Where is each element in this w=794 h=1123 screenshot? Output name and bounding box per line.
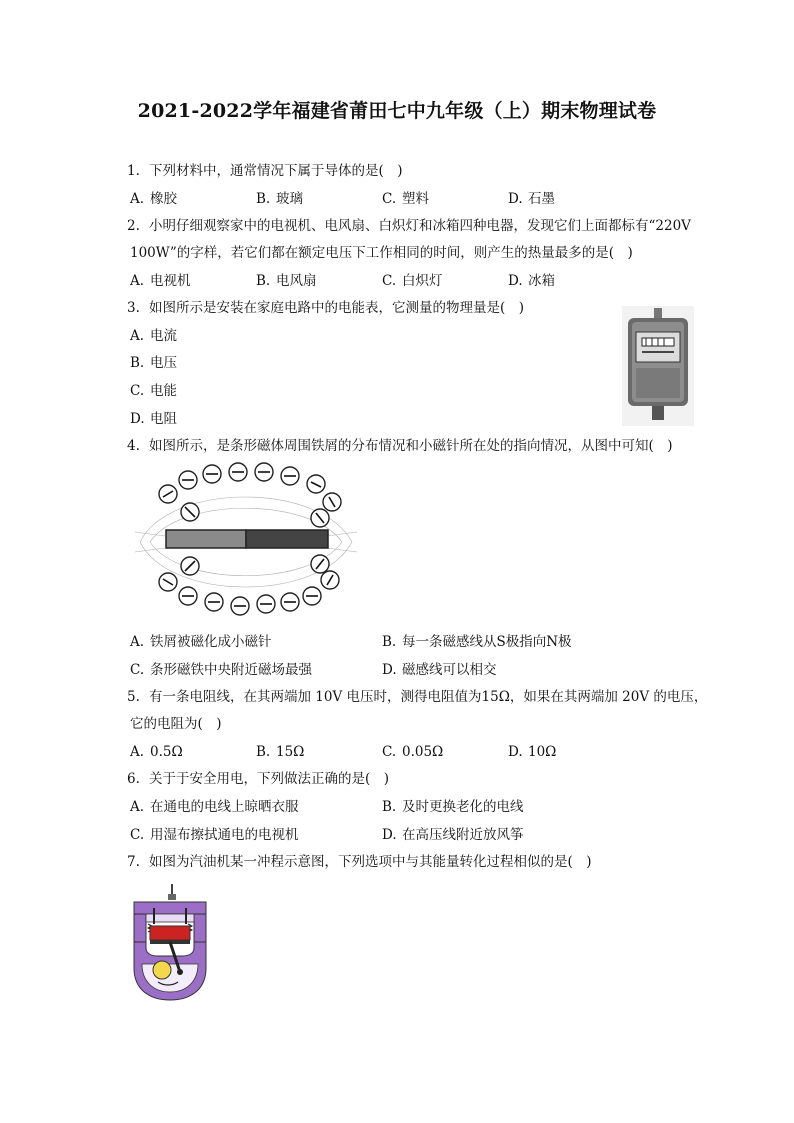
option-d[interactable]: D. 石墨 (508, 191, 555, 207)
option-c[interactable]: C. 塑料 (382, 191, 429, 207)
question-1 (127, 161, 403, 181)
option-d[interactable]: D. 磁感线可以相交 (382, 662, 497, 678)
option-b[interactable]: B. 玻璃 (256, 191, 303, 207)
question-text: 它的电阻为( ) (130, 716, 222, 732)
gasoline-engine-figure (128, 884, 212, 1002)
question-5 (127, 687, 707, 707)
question-text: 下列材料中，通常情况下属于导体的是( ) (149, 163, 403, 179)
question-number: 4. (127, 438, 140, 454)
question-number: 1. (127, 163, 140, 179)
question-text: 如图所示，是条形磁体周围铁屑的分布情况和小磁针所在处的指向情况，从图中可知( ) (149, 438, 673, 454)
question-6 (127, 769, 389, 789)
electric-meter-figure (622, 306, 694, 426)
option-c[interactable]: C. 用湿布擦拭通电的电视机 (130, 827, 299, 843)
question-number: 6. (127, 771, 140, 787)
option-a[interactable]: A. 橡胶 (130, 191, 177, 207)
question-text: 有一条电阻线，在其两端加 10V 电压时，测得电阻值为15Ω，如果在其两端加 20V 的电压， (149, 689, 708, 705)
option-c[interactable]: C. 条形磁铁中央附近磁场最强 (130, 662, 312, 678)
question-text: 如图为汽油机某一冲程示意图，下列选项中与其能量转化过程相似的是( ) (149, 854, 592, 870)
question-3 (127, 298, 524, 318)
question-number: 5. (127, 689, 140, 705)
exam-title: 2021-2022学年福建省莆田七中九年级（上）期末物理试卷 (137, 100, 657, 122)
option-d[interactable]: D. 冰箱 (508, 273, 555, 289)
question-text: 如图所示是安装在家庭电路中的电能表，它测量的物理量是( ) (149, 300, 525, 316)
question-number: 7. (127, 854, 140, 870)
question-number: 3. (127, 300, 140, 316)
question-text: 100W”的字样，若它们都在额定电压下工作相同的时间，则产生的热量最多的是( ) (130, 245, 633, 261)
option-c[interactable]: C. 0.05Ω (382, 744, 444, 760)
option-b[interactable]: B. 电压 (130, 355, 177, 371)
question-text: 关于于安全用电，下列做法正确的是( ) (149, 771, 390, 787)
option-b[interactable]: B. 电风扇 (256, 273, 317, 289)
option-b[interactable]: B. 每一条磁感线从S极指向N极 (382, 634, 572, 650)
option-b[interactable]: B. 及时更换老化的电线 (382, 799, 524, 815)
question-2 (127, 216, 691, 236)
question-text: 小明仔细观察家中的电视机、电风扇、白炽灯和冰箱四种电器，发现它们上面都标有“220V (149, 218, 691, 234)
option-d[interactable]: D. 在高压线附近放风筝 (382, 827, 524, 843)
question-number: 2. (127, 218, 140, 234)
question-2-continued (130, 243, 633, 263)
option-d[interactable]: D. 电阻 (130, 411, 177, 427)
question-7 (127, 852, 592, 872)
question-4 (127, 436, 673, 456)
option-a[interactable]: A. 铁屑被磁化成小磁针 (130, 634, 272, 650)
bar-magnet-figure (130, 462, 362, 622)
option-a[interactable]: A. 电视机 (130, 273, 191, 289)
option-a[interactable]: A. 0.5Ω (130, 744, 183, 760)
option-a[interactable]: A. 在通电的电线上晾晒衣服 (130, 799, 299, 815)
option-a[interactable]: A. 电流 (130, 328, 177, 344)
question-5-continued (130, 714, 222, 734)
option-c[interactable]: C. 白炽灯 (382, 273, 443, 289)
option-c[interactable]: C. 电能 (130, 383, 177, 399)
option-d[interactable]: D. 10Ω (508, 744, 557, 760)
option-b[interactable]: B. 15Ω (256, 744, 305, 760)
